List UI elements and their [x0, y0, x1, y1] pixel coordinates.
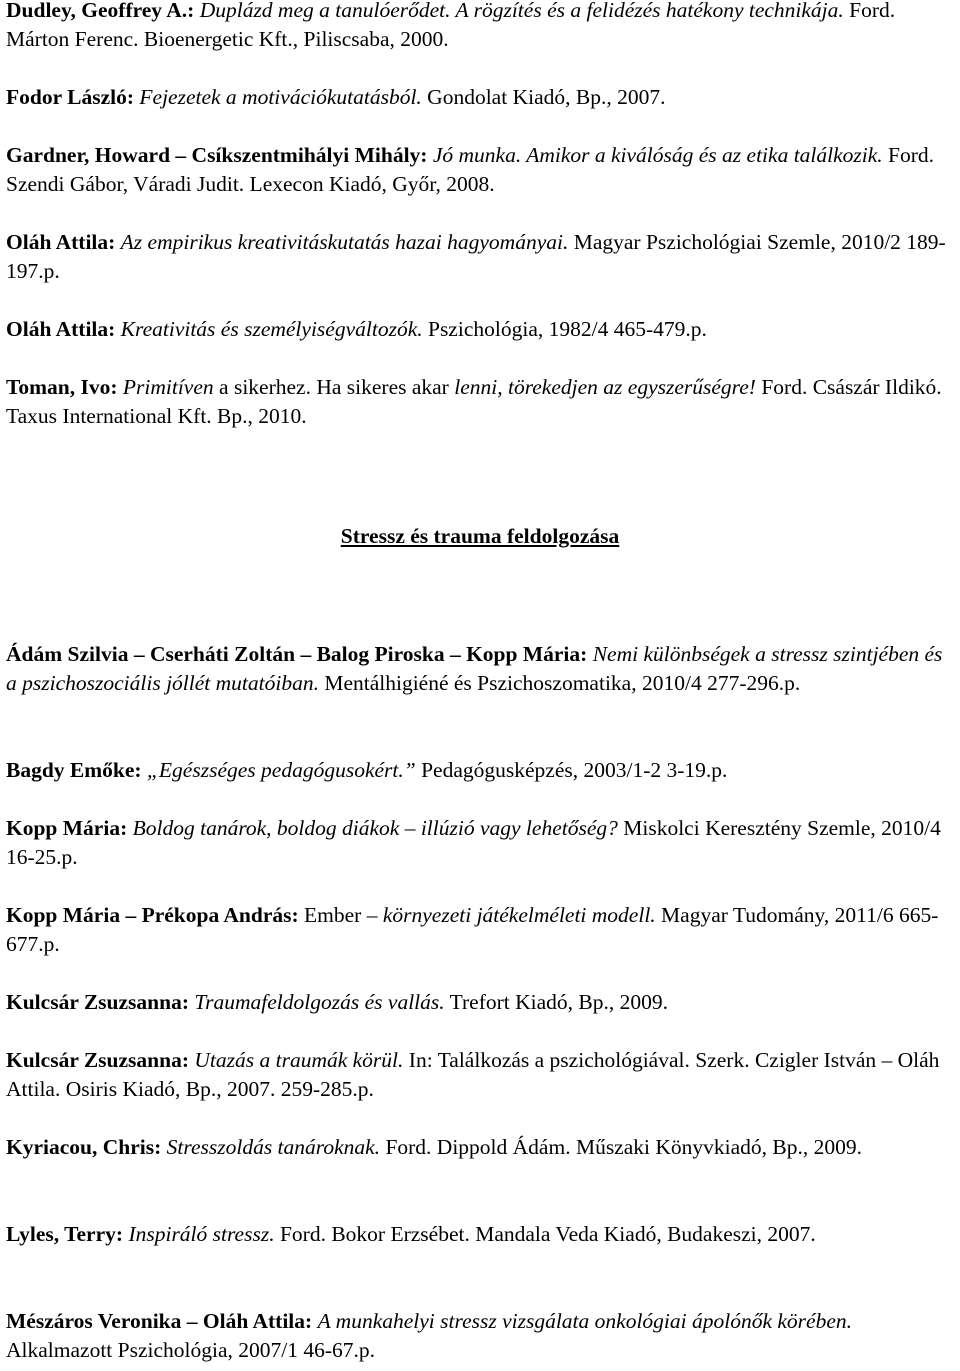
reference-details: Alkalmazott Pszichológia, 2007/1 46-67.p. — [6, 1338, 376, 1362]
reference-details: Magyar Pszichológiai Szemle, 2010/2 189-197.p. — [6, 230, 946, 283]
reference-title: Nemi különbségek a stressz szintjében és a pszichoszociális jóllét mutatóiban. — [6, 642, 943, 695]
reference-text: Ember – — [304, 903, 378, 927]
reference-title: lenni, törekedjen az egyszerűségre! — [454, 375, 756, 399]
reference-entry — [6, 640, 952, 698]
reference-title: Boldog tanárok, boldog diákok – illúzió vagy lehetőség? — [132, 816, 618, 840]
reference-author: Kopp Mária: — [6, 816, 128, 840]
reference-text: a sikerhez. Ha sikeres akar — [219, 375, 449, 399]
reference-details: Ford. Császár Ildikó. Taxus International Kft. Bp., 2010. — [6, 375, 942, 428]
reference-title: Fejezetek a motivációkutatásból. — [139, 85, 422, 109]
reference-entry — [6, 1133, 952, 1162]
reference-entry — [6, 901, 952, 959]
reference-author: Fodor László: — [6, 85, 135, 109]
reference-entry — [6, 315, 952, 344]
reference-entry — [6, 1220, 952, 1249]
reference-entry — [6, 1307, 952, 1365]
reference-entry — [6, 141, 952, 199]
reference-entry — [6, 1046, 952, 1104]
reference-details: Pedagógusképzés, 2003/1-2 3-19.p. — [421, 758, 728, 782]
reference-entry — [6, 373, 952, 431]
reference-author: Kulcsár Zsuzsanna: — [6, 990, 189, 1014]
reference-author: Oláh Attila: — [6, 317, 116, 341]
reference-title: Duplázd meg a tanulóerődet. A rögzítés és a felidézés hatékony technikája. — [199, 0, 844, 22]
reference-author: Bagdy Emőke: — [6, 758, 142, 782]
reference-author: Mészáros Veronika – Oláh Attila: — [6, 1309, 313, 1333]
reference-title: Traumafeldolgozás és vallás. — [194, 990, 445, 1014]
reference-entry — [6, 814, 952, 872]
reference-author: Ádám Szilvia – Cserháti Zoltán – Balog Piroska – Kopp Mária: — [6, 642, 588, 666]
reference-author: Kulcsár Zsuzsanna: — [6, 1048, 189, 1072]
reference-entry — [6, 988, 952, 1017]
reference-details: Ford. Bokor Erzsébet. Mandala Veda Kiadó, Budakeszi, 2007. — [279, 1222, 816, 1246]
reference-entry — [6, 756, 952, 785]
reference-details: Magyar Tudomány, 2011/6 665-677.p. — [6, 903, 939, 956]
reference-entry — [6, 83, 952, 112]
reference-author: Oláh Attila: — [6, 230, 116, 254]
reference-details: Pszichológia, 1982/4 465-479.p. — [427, 317, 707, 341]
reference-title: Kreativitás és személyiségváltozók. — [120, 317, 423, 341]
reference-details: Mentálhigiéné és Pszichoszomatika, 2010/4 277-296.p. — [324, 671, 801, 695]
reference-title: A munkahelyi stressz vizsgálata onkológiai ápolónők körében. — [317, 1309, 853, 1333]
reference-entry — [6, 0, 952, 54]
reference-entry — [6, 228, 952, 286]
reference-title: környezeti játékelméleti modell. — [382, 903, 656, 927]
reference-author: Gardner, Howard – Csíkszentmihályi Mihály: — [6, 143, 428, 167]
reference-title: Inspiráló stressz. — [128, 1222, 275, 1246]
reference-details: In: Találkozás a pszichológiával. Szerk. Czigler István – Oláh Attila. Osiris Kiadó, Bp., 2007. 259-285.p. — [6, 1048, 940, 1101]
reference-title: Utazás a traumák körül. — [194, 1048, 404, 1072]
reference-author: Toman, Ivo: — [6, 375, 118, 399]
section-heading: Stressz és trauma feldolgozása — [340, 524, 620, 548]
reference-author: Kopp Mária – Prékopa András: — [6, 903, 299, 927]
reference-details: Trefort Kiadó, Bp., 2009. — [449, 990, 669, 1014]
reference-details: Ford. Dippold Ádám. Műszaki Könyvkiadó, Bp., 2009. — [385, 1135, 862, 1159]
reference-title: Primitíven — [122, 375, 214, 399]
reference-title: Jó munka. Amikor a kiválóság és az etika találkozik. — [432, 143, 883, 167]
reference-author: Kyriacou, Chris: — [6, 1135, 162, 1159]
reference-details: Ford. Márton Ferenc. Bioenergetic Kft., Piliscsaba, 2000. — [6, 0, 896, 51]
reference-title: Az empirikus kreativitáskutatás hazai hagyományai. — [120, 230, 569, 254]
reference-title: „Egészséges pedagógusokért.” — [146, 758, 416, 782]
reference-author: Dudley, Geoffrey A.: — [6, 0, 195, 22]
reference-details: Miskolci Keresztény Szemle, 2010/4 16-25.p. — [6, 816, 941, 869]
reference-details: Ford. Szendi Gábor, Váradi Judit. Lexecon Kiadó, Győr, 2008. — [6, 143, 935, 196]
reference-title: Stresszoldás tanároknak. — [166, 1135, 381, 1159]
reference-details: Gondolat Kiadó, Bp., 2007. — [427, 85, 666, 109]
reference-author: Lyles, Terry: — [6, 1222, 124, 1246]
